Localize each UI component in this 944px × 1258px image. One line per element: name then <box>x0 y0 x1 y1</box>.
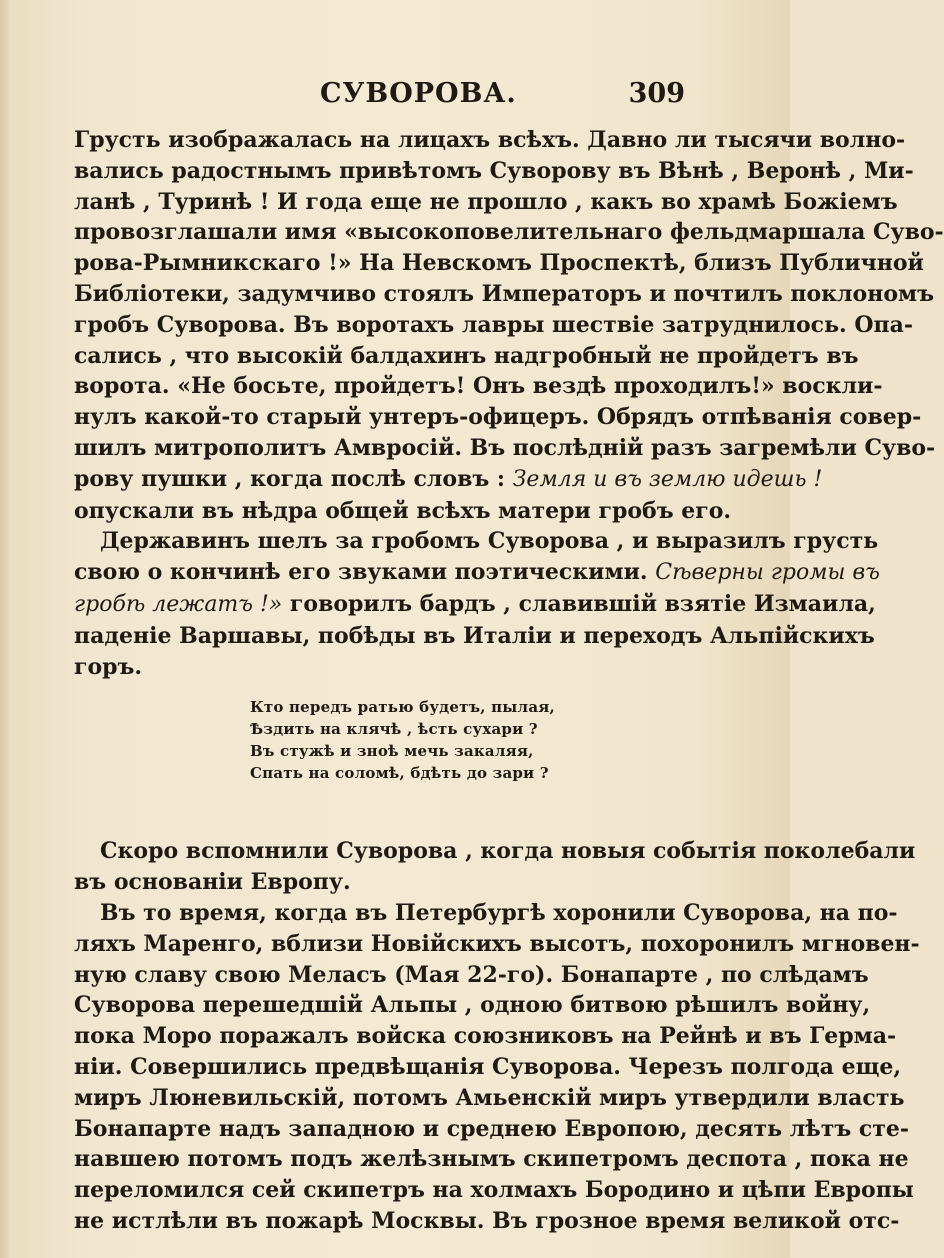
text-line: ланѣ , Туринѣ ! И года еще не прошло , какъ во храмѣ Божіемъ <box>74 188 898 215</box>
text-line: не истлѣли въ пожарѣ Москвы. Въ грозное время великой отс- <box>74 1207 900 1234</box>
text-line: переломился сей скипетръ на холмахъ Бородино и цѣпи Европы <box>74 1177 914 1204</box>
page-body <box>74 125 944 1237</box>
text-line: паденіе Варшавы, побѣды въ Италіи и переходъ Альпійскихъ <box>74 622 875 649</box>
text-line: навшею потомъ подъ желѣзнымъ скипетромъ деспота , пока не <box>74 1146 909 1173</box>
text-line <box>74 557 880 589</box>
poem-line: Кто передъ ратью будетъ, пылая, <box>250 698 555 717</box>
text-line <box>74 464 823 496</box>
text-line: Въ то время, когда въ Петербургѣ хоронили Суворова, на по- <box>100 899 898 926</box>
text-line: ворота. «Не босьте, пройдетъ! Онъ вездѣ проходилъ!» воскли- <box>74 373 883 400</box>
text-line: опускали въ нѣдра общей всѣхъ матери гробъ его. <box>74 497 732 524</box>
text-line: Бонапарте надъ западною и среднею Европою, десять лѣтъ сте- <box>74 1115 910 1142</box>
text-line: сались , что высокій балдахинъ надгробный не пройдетъ въ <box>74 342 859 369</box>
text-line: ляхъ Маренго, вблизи Новійскихъ высотъ, похоронилъ мгновен- <box>74 930 920 957</box>
paragraph-funeral <box>74 125 944 526</box>
paragraph-europe <box>74 836 916 898</box>
page-header <box>70 72 685 112</box>
poem-block <box>250 696 686 784</box>
text-line: ніи. Совершились предвѣщанія Суворова. Черезъ полгода еще, <box>74 1053 902 1080</box>
poem-line: Ѣздить на клячѣ , ѣсть сухари ? <box>250 720 538 739</box>
poem-line: Въ стужѣ и зноѣ мечь закаляя, <box>250 742 534 761</box>
text-line: гробъ Суворова. Въ воротахъ лавры шествіе затруднилось. Опа- <box>74 311 913 338</box>
plain-text: говорилъ бардъ , славившій взятіе Измаила, <box>282 590 876 617</box>
text-line: пока Моро поражалъ войска союзниковъ на Рейнѣ и въ Герма- <box>74 1023 897 1050</box>
text-line: Грусть изображалась на лицахъ всѣхъ. Давно ли тысячи волно- <box>74 127 906 153</box>
text-line: шилъ митрополитъ Амвросій. Въ послѣдній разъ загремѣли Суво- <box>74 434 936 461</box>
italic-quote: Сѣверны громы въ <box>655 560 880 586</box>
paragraph-marengo <box>74 898 920 1237</box>
text-line: провозглашали имя «высокоповелительнаго фельдмаршала Суво- <box>74 219 944 246</box>
text-line: рова-Рымникскаго !» На Невскомъ Проспектѣ, близъ Публичной <box>74 250 924 277</box>
page-number: 309 <box>628 78 685 109</box>
text-line: въ основаніи Европу. <box>74 869 351 896</box>
text-line: Скоро вспомнили Суворова , когда новыя событія поколебали <box>100 838 916 865</box>
text-line: горъ. <box>74 653 143 680</box>
text-line: ную славу свою Меласъ (Мая 22-го). Бонапарте , по слѣдамъ <box>74 961 869 988</box>
text-line: вались радостнымъ привѣтомъ Суворову въ Вѣнѣ , Веронѣ , Ми- <box>74 157 914 184</box>
plain-text: свою о кончинѣ его звуками поэтическими. <box>74 559 656 586</box>
text-line: Державинъ шелъ за гробомъ Суворова , и выразилъ грусть <box>100 528 879 555</box>
text-line <box>74 589 876 621</box>
plain-text: рову пушки , когда послѣ словъ : <box>74 465 513 492</box>
text-line: нулъ какой-то старый унтеръ-офицеръ. Обрядъ отпѣванія совер- <box>74 404 922 431</box>
text-line: миръ Люневильскій, потомъ Амьенскій миръ утвердили власть <box>74 1084 905 1111</box>
text-line: Библіотеки, задумчиво стоялъ Императоръ и почтилъ поклономъ <box>74 280 934 307</box>
italic-quote: Земля и въ землю идешь ! <box>512 466 823 492</box>
poem-line: Спать на соломѣ, бдѣть до зари ? <box>250 764 549 783</box>
paragraph-derzhavin <box>74 526 880 682</box>
running-title: СУВОРОВА. <box>320 78 517 109</box>
italic-quote: гробѣ лежатъ !» <box>74 591 283 617</box>
text-line: Суворова перешедшій Альпы , одною битвою рѣшилъ войну, <box>74 992 871 1019</box>
